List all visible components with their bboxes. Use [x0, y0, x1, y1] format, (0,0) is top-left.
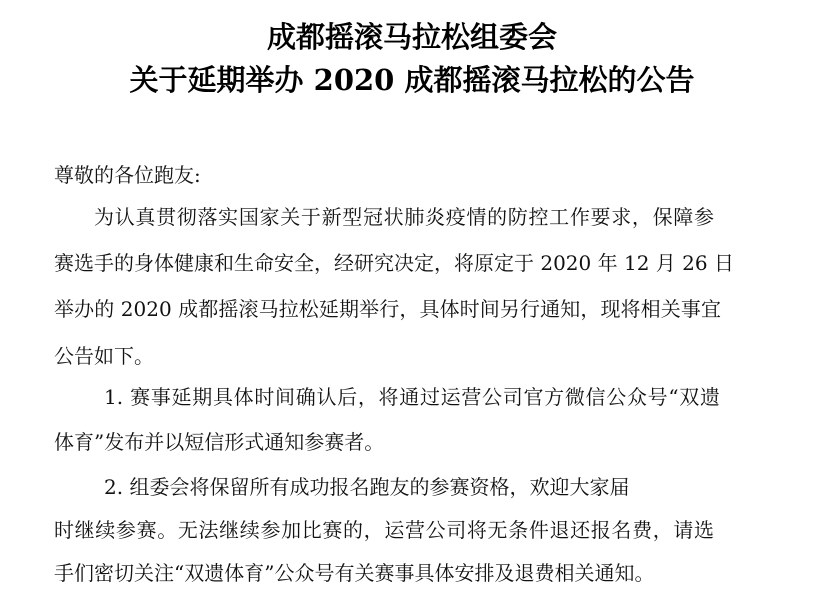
- paragraph-1-line-2: 赛选手的身体健康和生命安全，经研究决定，将原定于 2020 年 12 月 26 日: [54, 251, 734, 275]
- paragraph-2-line-1: 1. 赛事延期具体时间确认后，将通过运营公司官方微信公众号“双遗: [104, 385, 720, 409]
- paragraph-3-line-3: 手们密切关注“双遗体育”公众号有关赛事具体安排及退费相关通知。: [54, 561, 655, 585]
- title-organizer: 成都摇滚马拉松组委会: [266, 20, 557, 54]
- salutation: 尊敬的各位跑友:: [54, 163, 201, 187]
- paragraph-1-line-4: 公告如下。: [54, 344, 154, 368]
- paragraph-3-line-2: 时继续参赛。无法继续参加比赛的，运营公司将无条件退还报名费，请选: [54, 518, 714, 542]
- paragraph-2-line-2: 体育”发布并以短信形式通知参赛者。: [54, 430, 385, 454]
- paragraph-3-line-1: 2. 组委会将保留所有成功报名跑友的参赛资格，欢迎大家届: [104, 475, 630, 499]
- paragraph-1-line-1: 为认真贯彻落实国家关于新型冠状肺炎疫情的防控工作要求，保障参: [94, 205, 714, 229]
- title-announcement: 关于延期举办 2020 成都摇滚马拉松的公告: [129, 63, 695, 97]
- paragraph-1-line-3: 举办的 2020 成都摇滚马拉松延期举行，具体时间另行通知，现将相关事宜: [54, 297, 721, 321]
